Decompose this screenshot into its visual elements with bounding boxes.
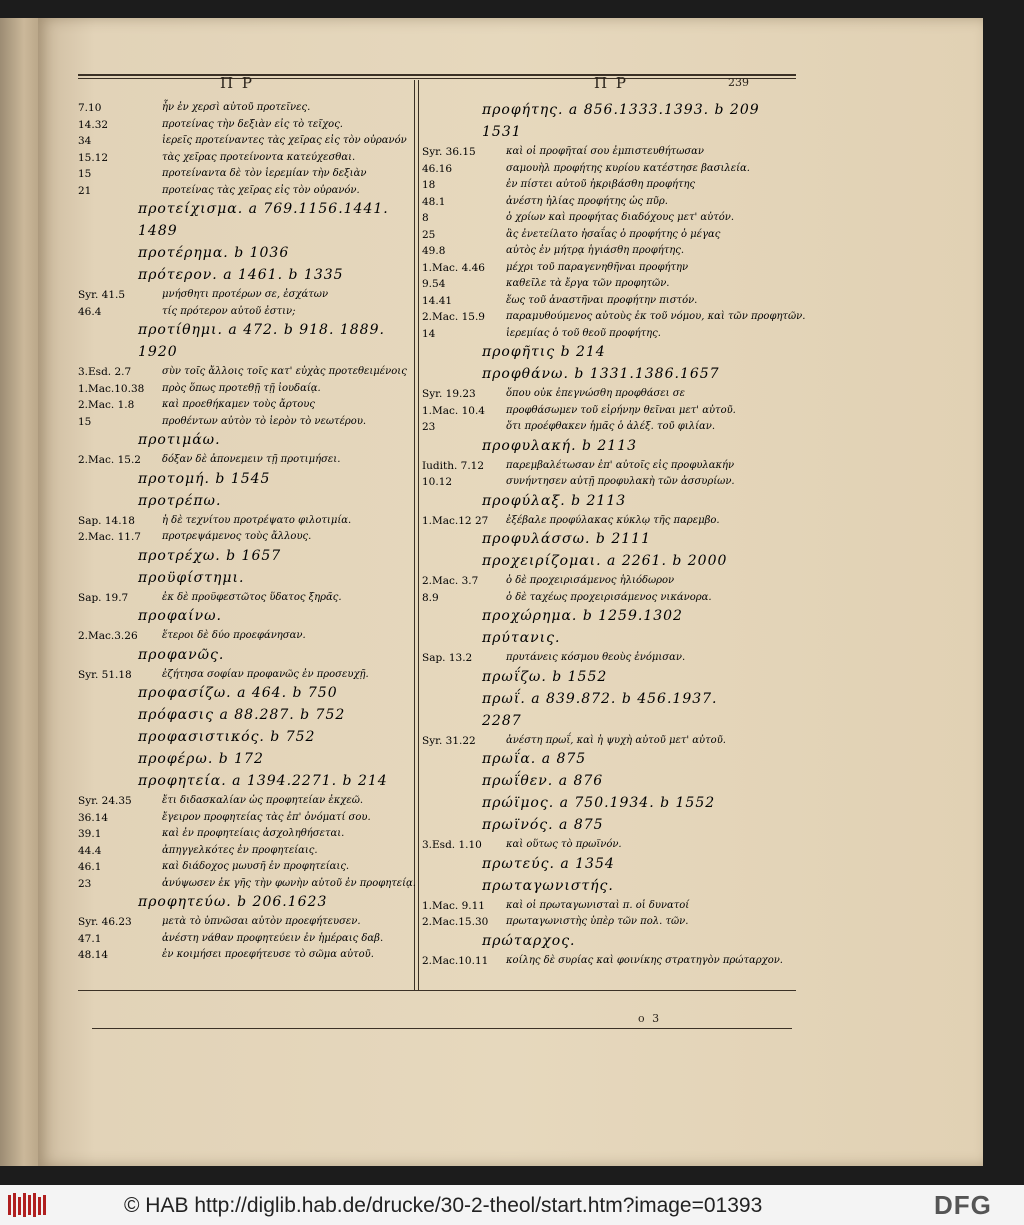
citation-reference: 14 [422,327,436,340]
headword-text: πρωΐθεν. a 876 [482,773,604,789]
citation-reference: Sap. 19.7 [78,591,129,604]
headword-text: προτρέχω. b 1657 [138,547,282,564]
header-rule [78,74,796,76]
citation-reference: 1.Mac. 4.46 [422,261,485,274]
citation-reference: Sap. 14.18 [78,514,135,527]
citation-text: ἐξέβαλε προφύλακας κύκλῳ τῆς παρεμβο. [506,514,720,526]
headword-text: πρωΐζω. b 1552 [482,668,608,685]
citation-text: ἀνέστη πρωΐ, καὶ ἡ ψυχὴ αὐτοῦ μετ' αὐτοῦ. [506,734,726,746]
headword-text: προφθάνω. b 1331.1386.1657 [482,366,720,382]
citation-reference: 2.Mac. 11.7 [78,531,141,543]
headword-text: πρωτεύς. a 1354 [482,855,615,872]
citation-text: μέχρι τοῦ παραγενηθῆναι προφήτην [506,261,689,273]
footer-bar [0,1185,1024,1225]
citation-text: προτρεψάμενος τοὺς ἄλλους. [162,531,312,542]
citation-text: ἡ δὲ τεχνίτου προτρέψατο φιλοτιμία. [162,514,352,526]
citation-text: ἐν πίστει αὐτοῦ ἠκριβάσθη προφήτης [506,179,696,190]
citation-text: ὅτι προέφθακεν ἡμᾶς ὁ ἀλέξ. τοῦ φιλίαν. [506,421,715,432]
citation-text: ἀνέστη ἠλίας προφήτης ὡς πῦρ. [506,195,668,207]
citation-reference: 9.54 [422,278,446,290]
citation-reference: Syr. 24.35 [78,795,132,807]
citation-text: προφθάσωμεν τοῦ εἰρήνην θεῖναι μετ' αὐτοῦ. [506,404,736,416]
citation-reference: 48.1 [422,195,446,208]
previous-page-edge [0,18,40,1166]
citation-text: συνήντησεν αὐτῇ προφυλακὴ τῶν ἀσσυρίων. [506,476,735,487]
citation-text: καὶ ἐν προφητείαις ἀσχοληθήσεται. [162,828,345,839]
citation-text: ἃς ἐνετείλατο ἡσαΐας ὁ προφήτης ὁ μέγας [506,228,721,240]
citation-text: ἱερεμίας ὁ τοῦ θεοῦ προφήτης. [506,327,661,339]
citation-text: ἐν κοιμήσει προεφήτευσε τὸ σῶμα αὐτοῦ. [162,949,374,960]
headword-text: προφητεύω. b 206.1623 [138,894,328,910]
citation-reference: 39.1 [78,828,102,840]
headword-text: προφέρω. b 172 [138,751,264,767]
citation-reference: 36.14 [78,811,109,824]
citation-text: καὶ διάδοχος μωυσῆ ἐν προφητείαις. [162,861,350,872]
headword-text: προφητεία. a 1394.2271. b 214 [138,773,388,789]
page-number: 239 [728,76,749,89]
headword-text: προτέρημα. b 1036 [138,245,290,261]
citation-text: δόξαν δὲ ἀπονεμειν τῇ προτιμήσει. [162,454,341,465]
citation-text: ἐζήτησα σοφίαν προφανῶς ἐν προσευχῇ. [162,668,369,680]
citation-reference: 21 [78,184,92,197]
running-head-left: Π Ρ [220,74,254,92]
citation-text: καὶ οἱ πρωταγωνισταὶ π. οἱ δυνατοί [506,899,690,911]
headword-text: προτρέπω. [138,492,222,509]
citation-text: προτείναντα δὲ τὸν ἱερεμίαν τὴν δεξιὰν [162,168,367,179]
citation-text: καθεῖλε τὰ ἔργα τῶν προφητῶν. [506,278,670,289]
citation-text: ὁ δὲ προχειρισάμενος ἡλιόδωρον [506,575,675,586]
book-page [38,18,983,1166]
citation-text: σαμουὴλ προφήτης κυρίου κατέστησε βασιλεία. [506,162,750,174]
citation-text: πρυτάνεις κόσμου θεοὺς ἐνόμισαν. [506,652,686,663]
headword-text: προφῆτις b 214 [482,344,606,360]
citation-reference: 46.16 [422,162,453,175]
citation-text: ἐκ δὲ προϋφεστῶτος ὕδατος ξηρᾶς. [162,591,342,603]
citation-reference: 44.4 [78,844,102,857]
citation-reference: 15 [78,168,92,180]
citation-text: ἕως τοῦ ἀναστῆναι προφήτην πιστόν. [506,294,698,306]
headword-text: προτομή. b 1545 [138,470,271,487]
headword-text: πρωταγωνιστής. [482,877,614,894]
citation-reference: 14.41 [422,294,453,307]
headword-text: προϋφίστημι. [138,569,245,586]
citation-reference: 47.1 [78,932,102,945]
citation-reference: 14.32 [78,118,109,131]
citation-text: αὐτὸς ἐν μήτρᾳ ἡγιάσθη προφήτης. [506,245,685,256]
citation-text: προθέντων αὐτὸν τὸ ἱερὸν τὸ νεωτέρου. [162,415,367,427]
citation-reference: 15 [78,415,92,428]
citation-text: ὁ δὲ ταχέως προχειρισάμενος νικάνορα. [506,591,712,603]
headword-text: προφυλάσσω. b 2111 [482,531,651,547]
citation-text: καὶ οὕτως τὸ πρωϊνόν. [506,839,622,850]
headword-text: προτιμάω. [138,432,221,448]
headword-text: προτείχισμα. a 769.1156.1441. [138,201,389,217]
citation-reference: 23 [422,421,436,433]
citation-reference: 3.Esd. 2.7 [78,366,132,378]
citation-reference: 49.8 [422,245,446,257]
citation-reference: Syr. 46.23 [78,916,132,928]
citation-text: ὅπου οὐκ ἐπεγνώσθη προφθάσει σε [506,388,685,399]
citation-reference: 2.Mac.15.30 [422,916,489,928]
citation-text: πρωταγωνιστὴς ὑπὲρ τῶν πολ. τῶν. [506,916,689,927]
headword-text: προφυλακή. b 2113 [482,437,638,454]
citation-reference: 2.Mac.3.26 [78,630,138,642]
headword-text: προτίθημι. a 472. b 918. 1889. [138,322,385,338]
citation-reference: 1.Mac. 10.4 [422,404,485,417]
citation-reference: 1.Mac.12 27 [422,514,489,527]
headword-text: πρότερον. a 1461. b 1335 [138,267,344,283]
citation-text: ἔτι διδασκαλίαν ὡς προφητείαν ἐκχεῶ. [162,795,364,806]
headword-text: προχειρίζομαι. a 2261. b 2000 [482,553,728,569]
column-divider-inner [418,80,419,990]
copyright-url-text: © HAB http://diglib.hab.de/drucke/30-2-theol/start.htm?image=01393 [124,1194,763,1217]
headword-text: πρώταρχος. [482,932,576,949]
citation-reference: 15.12 [78,151,109,164]
header-rule-thin [78,78,796,79]
citation-reference: Syr. 31.22 [422,734,476,747]
citation-reference: 1.Mac.10.38 [78,382,145,395]
citation-text: ὁ χρίων καὶ προφήτας διαδόχους μετ' αὐτόν. [506,212,735,223]
headword-text: πρωϊνός. a 875 [482,817,604,833]
citation-reference: 1.Mac. 9.11 [422,899,485,912]
citation-text: ἀνέστη νάθαν προφητεύειν ἐν ἡμέραις δαβ. [162,932,384,944]
headword-text: προφασιστικός. b 752 [138,729,316,745]
citation-reference: Syr. 36.15 [422,146,476,158]
citation-text: παραμυθούμενος αὐτοὺς ἐκ τοῦ νόμου, καὶ τῶν προφητῶν. [506,311,806,322]
citation-reference: Sap. 13.2 [422,652,473,664]
citation-reference: 7.10 [78,102,102,114]
citation-text: κοίλης δὲ συρίας καὶ φοινίκης στρατηγὸν πρώταρχον. [506,954,783,966]
citation-text: τίς πρότερον αὐτοῦ ἐστιν; [162,305,296,317]
citation-text: μετὰ τὸ ὑπνῶσαι αὐτὸν προεφήτευσεν. [162,916,361,927]
citation-reference: 46.1 [78,861,102,873]
headword-text: πρώϊμος. a 750.1934. b 1552 [482,795,716,811]
dfg-logo: DFG [934,1190,992,1220]
citation-reference: 2.Mac. 15.2 [78,454,141,466]
citation-text: ἕτεροι δὲ δύο προεφάνησαν. [162,630,306,641]
citation-text: καὶ οἱ προφῆταί σου ἐμπιστευθήτωσαν [506,146,705,157]
citation-reference: 2.Mac. 1.8 [78,399,135,411]
citation-reference: Syr. 41.5 [78,289,126,301]
headword-text: 2287 [482,712,522,729]
citation-text: ἀπηγγελκότες ἐν προφητείαις. [162,844,318,856]
citation-text: πρὸς ὅπως προτεθῇ τῇ ἰουδαίᾳ. [162,382,321,394]
citation-reference: 18 [422,179,436,191]
citation-reference: 25 [422,228,436,241]
headword-text: προχώρημα. b 1259.1302 [482,608,683,624]
citation-text: ἔγειρον προφητείας τὰς ἐπ' ὀνόματί σου. [162,811,371,823]
headword-text: πρωΐα. a 875 [482,751,587,767]
headword-text: 1531 [482,124,522,140]
citation-reference: Iudith. 7.12 [422,459,485,472]
headword-text: προφήτης. a 856.1333.1393. b 209 [482,102,760,118]
citation-text: ἀνύψωσεν ἐκ γῆς τὴν φωνὴν αὐτοῦ ἐν προφητείᾳ. [162,877,416,889]
headword-text: προφασίζω. a 464. b 750 [138,685,338,701]
citation-reference: 2.Mac.10.11 [422,954,489,967]
citation-text: προτείνας τὴν δεξιὰν εἰς τὸ τεῖχος. [162,118,343,130]
citation-text: ἱερεῖς προτείναντες τὰς χεῖρας εἰς τὸν οὐρανόν [162,135,407,146]
citation-reference: 2.Mac. 3.7 [422,575,479,587]
citation-reference: 8.9 [422,591,439,604]
headword-text: 1489 [138,223,178,239]
footer-rule [92,1028,792,1029]
hab-logo-icon [6,1191,48,1219]
citation-text: σὺν τοῖς ἄλλοις τοῖς κατ' εὐχὰς προτεθειμένοις [162,366,407,377]
citation-reference: 48.14 [78,949,109,961]
bottom-rule [78,990,796,991]
citation-text: παρεμβαλέτωσαν ἐπ' αὐτοῖς εἰς προφυλακήν [506,459,735,471]
headword-text: 1920 [138,344,178,360]
column-divider [414,80,415,990]
headword-text: προφύλαξ. b 2113 [482,492,627,509]
citation-text: μνήσθητι προτέρων σε, ἐσχάτων [162,289,329,300]
citation-text: τὰς χεῖρας προτείνοντα κατεύχεσθαι. [162,151,356,163]
headword-text: προφανῶς. [138,646,225,663]
citation-reference: 8 [422,212,429,224]
citation-reference: 23 [78,877,92,890]
headword-text: πρύτανις. [482,630,561,646]
citation-reference: 10.12 [422,476,453,488]
citation-reference: 3.Esd. 1.10 [422,839,482,851]
headword-text: προφαίνω. [138,608,222,624]
citation-reference: 46.4 [78,305,102,318]
running-head-right: Π Ρ [594,74,628,92]
citation-text: ἦν ἐν χερσὶ αὐτοῦ προτεῖνες. [162,102,311,113]
citation-reference: 34 [78,135,92,147]
headword-text: πρόφασις a 88.287. b 752 [138,707,346,723]
headword-text: πρωΐ. a 839.872. b 456.1937. [482,690,718,707]
citation-reference: Syr. 19.23 [422,388,476,400]
citation-reference: Syr. 51.18 [78,668,132,681]
citation-text: προτείνας τὰς χεῖρας εἰς τὸν οὐρανόν. [162,184,360,196]
citation-text: καὶ προεθήκαμεν τοὺς ἄρτους [162,399,315,410]
signature-mark: o 3 [638,1012,662,1025]
citation-reference: 2.Mac. 15.9 [422,311,485,323]
